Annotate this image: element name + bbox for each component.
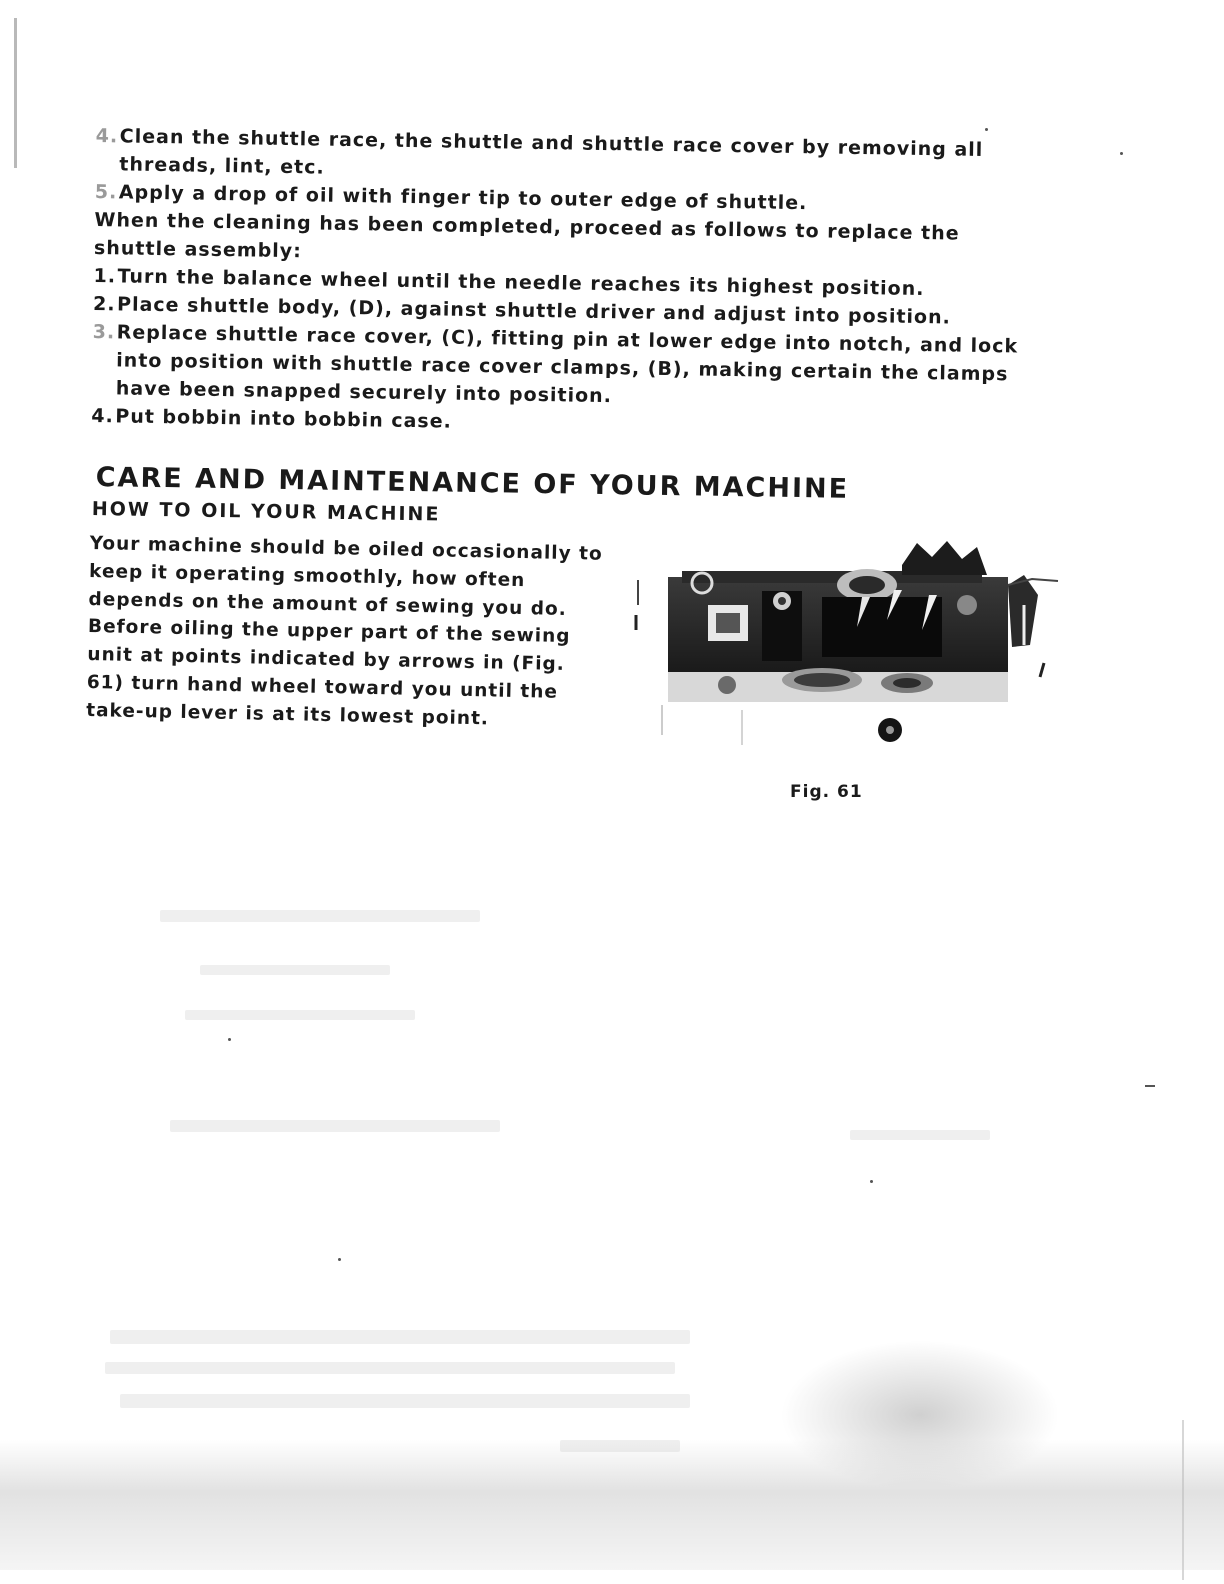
step-text: Replace shuttle race cover, (C), fitting pin at lower edge into notch, and lock into position with shuttle race cover clamps, (B), making certain the clamps have been snapped securely into position. (115, 321, 1019, 408)
oiling-paragraph: Before oiling the upper part of the sewing unit at points indicated by arrows in (Fig. 61) turn hand wheel toward you until the take-up lever is at its lowest point. (86, 616, 571, 730)
bleed-through (850, 1130, 990, 1140)
bleed-through (110, 1330, 690, 1344)
scan-edge-mark (14, 18, 17, 168)
step-number: 4. (95, 124, 119, 148)
bleed-through (170, 1120, 500, 1132)
step-text: Apply a drop of oil with finger tip to outer edge of shuttle. (118, 181, 808, 215)
scan-speck (1120, 152, 1123, 155)
replace-step (92, 318, 1028, 417)
section-title: CARE AND MAINTENANCE OF YOUR MACHINE (95, 462, 850, 505)
subsection-title: HOW TO OIL YOUR MACHINE (91, 498, 441, 526)
step-number: 5. (94, 180, 118, 204)
step-number: 3. (92, 320, 116, 344)
figure-61-photo (632, 535, 1064, 750)
oiling-paragraph: Your machine should be oiled occasionally to keep it operating smoothly, how often depends on the amount of sewing you do. (88, 532, 603, 620)
scan-bottom-shade (0, 1440, 1224, 1570)
scan-speck (1145, 1085, 1155, 1087)
shuttle-instructions (91, 122, 1031, 445)
replace-intro: When the cleaning has been completed, proceed as follows to replace the shuttle assembly: (93, 208, 960, 263)
sewing-machine-mechanism-icon (632, 535, 1064, 750)
scan-speck (228, 1038, 231, 1041)
oiling-instructions (86, 530, 605, 735)
bleed-through (105, 1362, 675, 1374)
step-text: Turn the balance wheel until the needle reaches its highest position. (117, 265, 925, 301)
step-number: 4. (91, 404, 115, 428)
step-number: 2. (92, 292, 116, 316)
bleed-through (200, 965, 390, 975)
bleed-through (185, 1010, 415, 1020)
figure-caption: Fig. 61 (790, 782, 863, 802)
step-number: 1. (93, 264, 117, 288)
bleed-through (160, 910, 480, 922)
step-text: Place shuttle body, (D), against shuttle driver and adjust into position. (116, 293, 952, 329)
step-text: Clean the shuttle race, the shuttle and shuttle race cover by removing all threads, lint, etc. (119, 125, 984, 179)
bleed-through (120, 1394, 690, 1408)
scan-speck (870, 1180, 873, 1183)
scan-speck (338, 1258, 341, 1261)
step-text: Put bobbin into bobbin case. (115, 405, 452, 433)
scan-speck (985, 128, 988, 131)
